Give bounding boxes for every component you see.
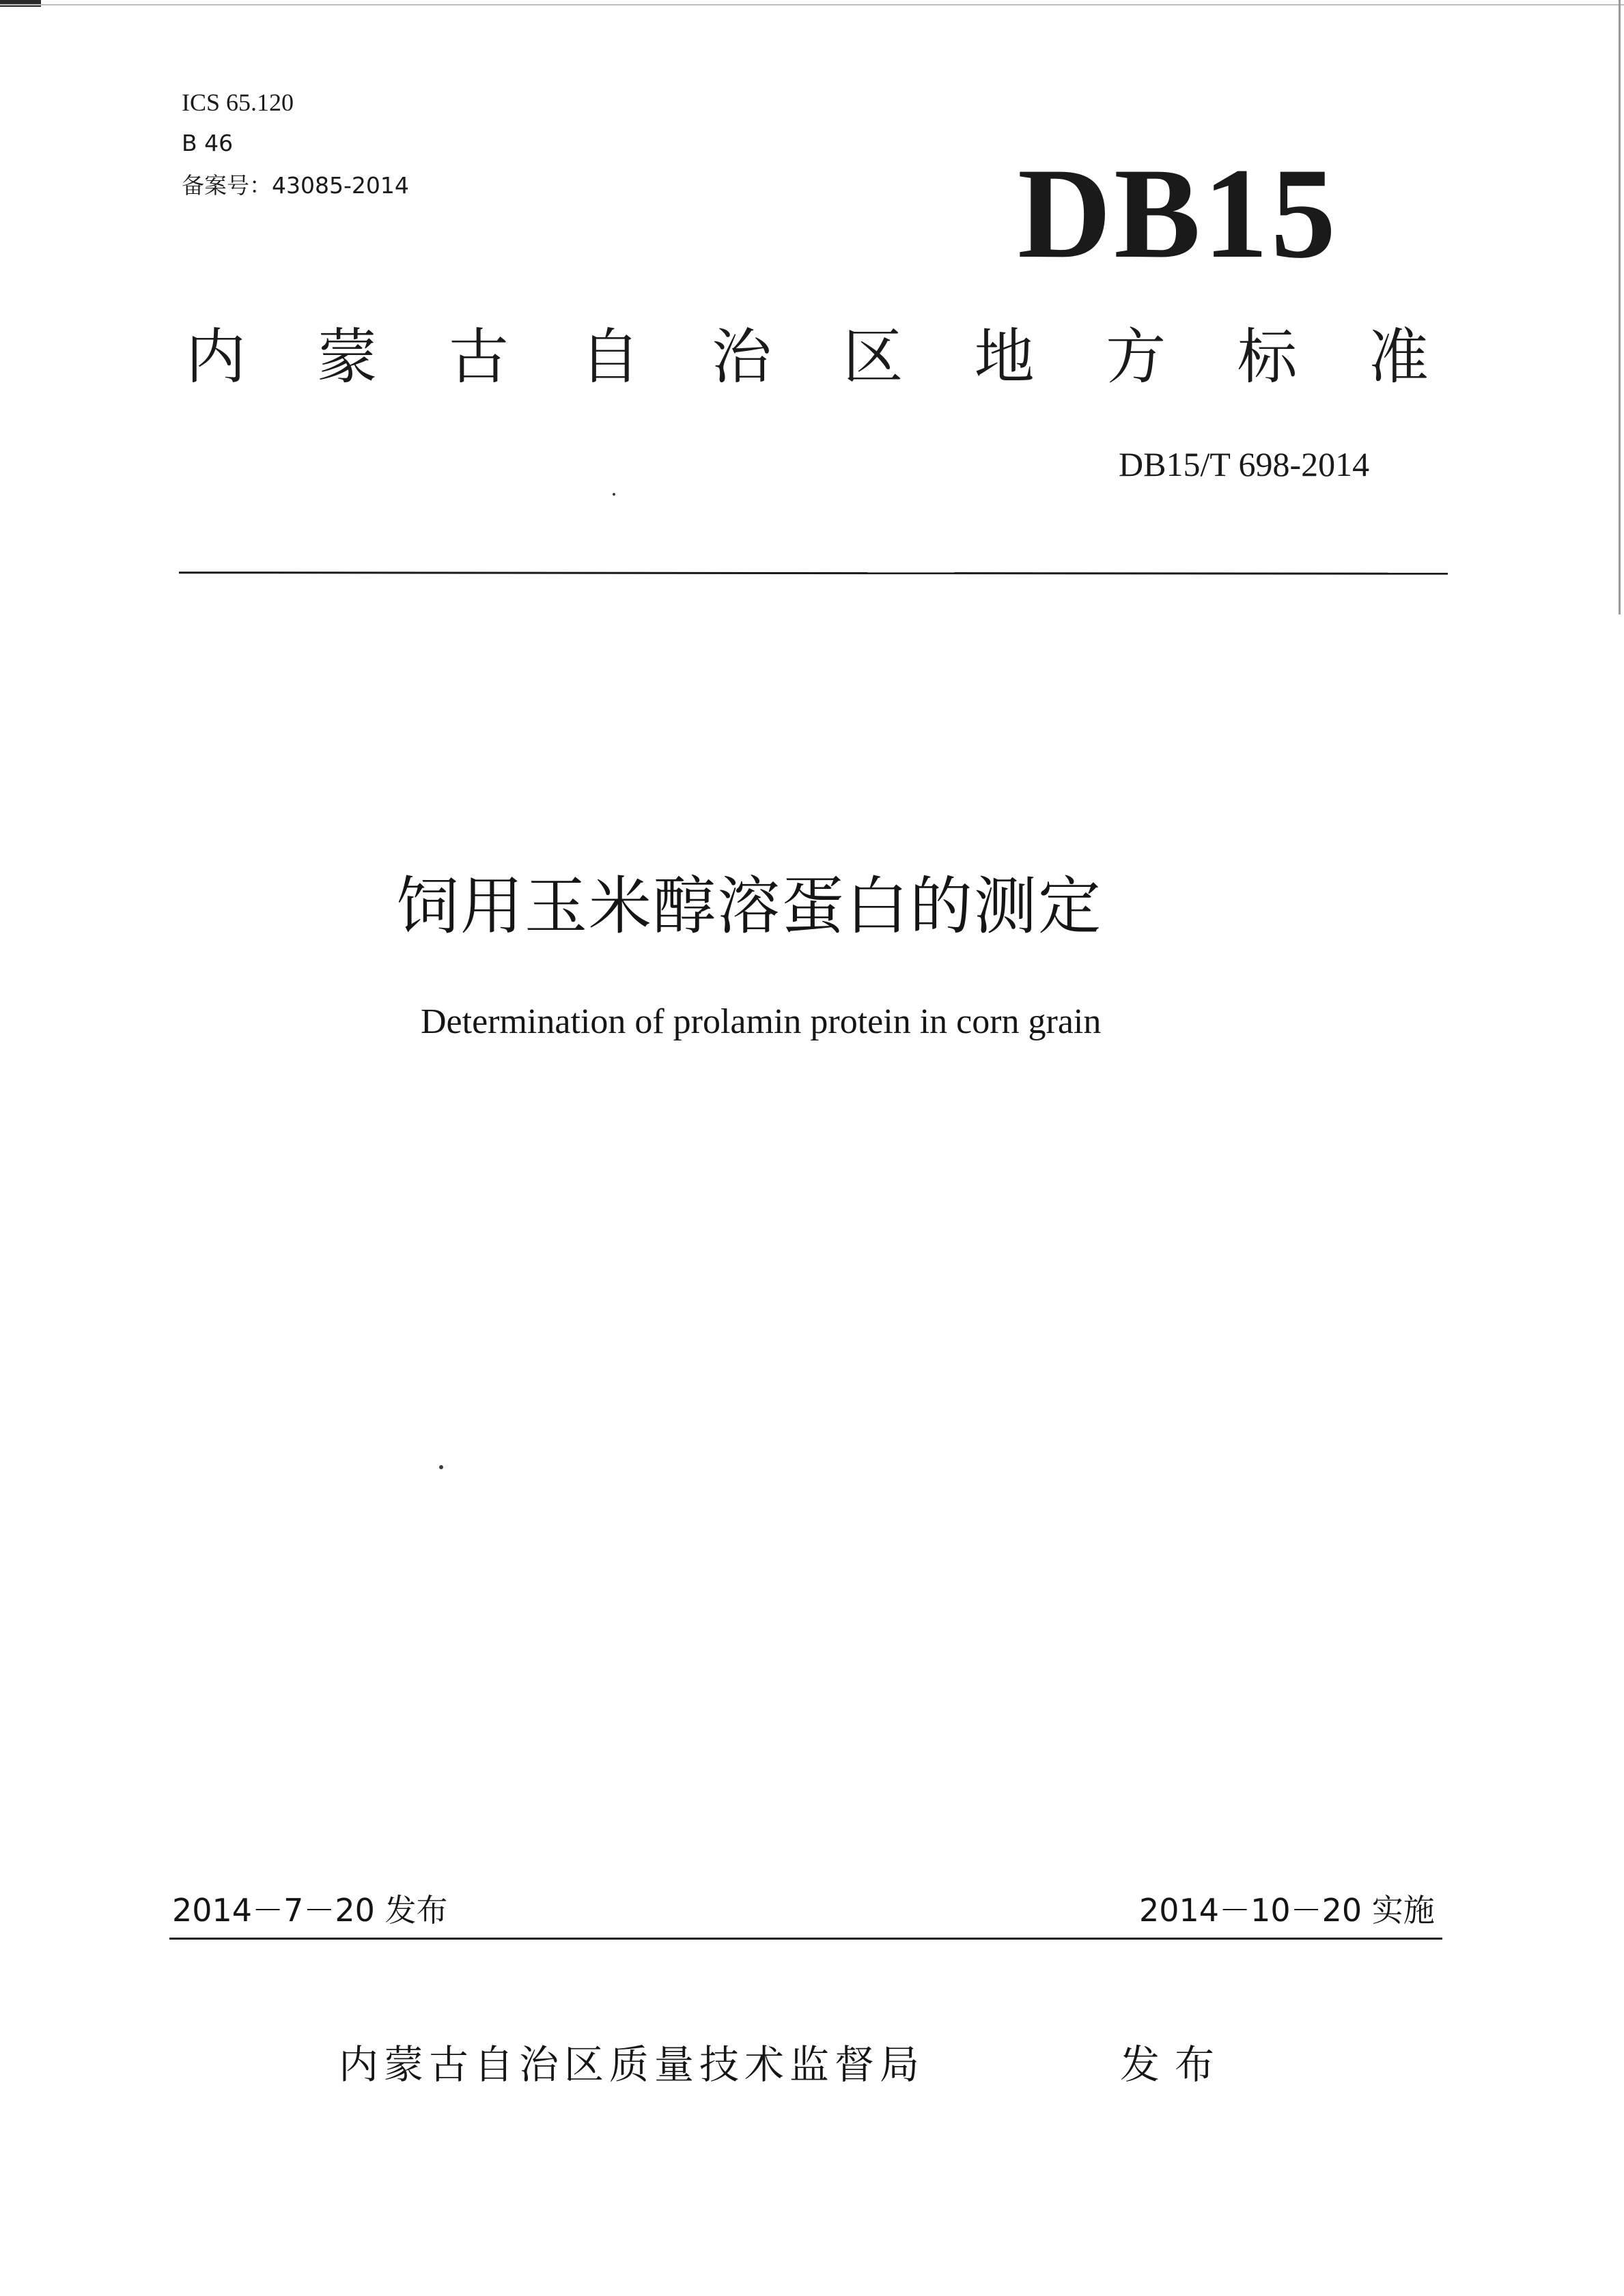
standard-number: DB15/T 698-2014 [1119,445,1370,483]
footer-divider [169,1938,1442,1940]
standard-title-char: 古 [448,322,509,392]
record-number: 备案号：43085-2014 [182,172,409,199]
header-divider [179,571,1448,575]
implementation-date: 2014－10－20 实施 [1139,1892,1435,1929]
ics-code: ICS 65.120 [182,89,294,116]
standard-title-char: 准 [1368,322,1429,392]
publisher-name: 内蒙古自治区质量技术监督局 [339,2041,925,2088]
standard-title-char: 方 [1106,322,1166,392]
document-title-zh: 饲用玉米醇溶蛋白的测定 [396,870,1103,943]
standard-title-char: 内 [186,322,247,392]
issue-date: 2014－7－20 发布 [172,1892,448,1929]
standard-title-char: 区 [843,322,904,392]
scan-speck [613,493,615,496]
standard-title-char: 地 [974,322,1035,392]
classification-code: B 46 [182,130,234,156]
scan-mark [0,0,41,7]
standard-title [186,320,1429,395]
publish-label: 发布 [1120,2041,1230,2088]
standard-title-char: 治 [711,322,772,392]
standard-title-char: 标 [1237,322,1298,392]
standard-title-char: 蒙 [317,322,378,392]
db15-logo: DB15 [1018,142,1339,285]
document-title-en: Determination of prolamin protein in corn grain [421,1002,1102,1041]
scan-speck [439,1465,443,1469]
scan-edge-right [1619,0,1621,614]
standard-title-char: 自 [580,322,641,392]
scan-edge-top [0,4,1624,5]
